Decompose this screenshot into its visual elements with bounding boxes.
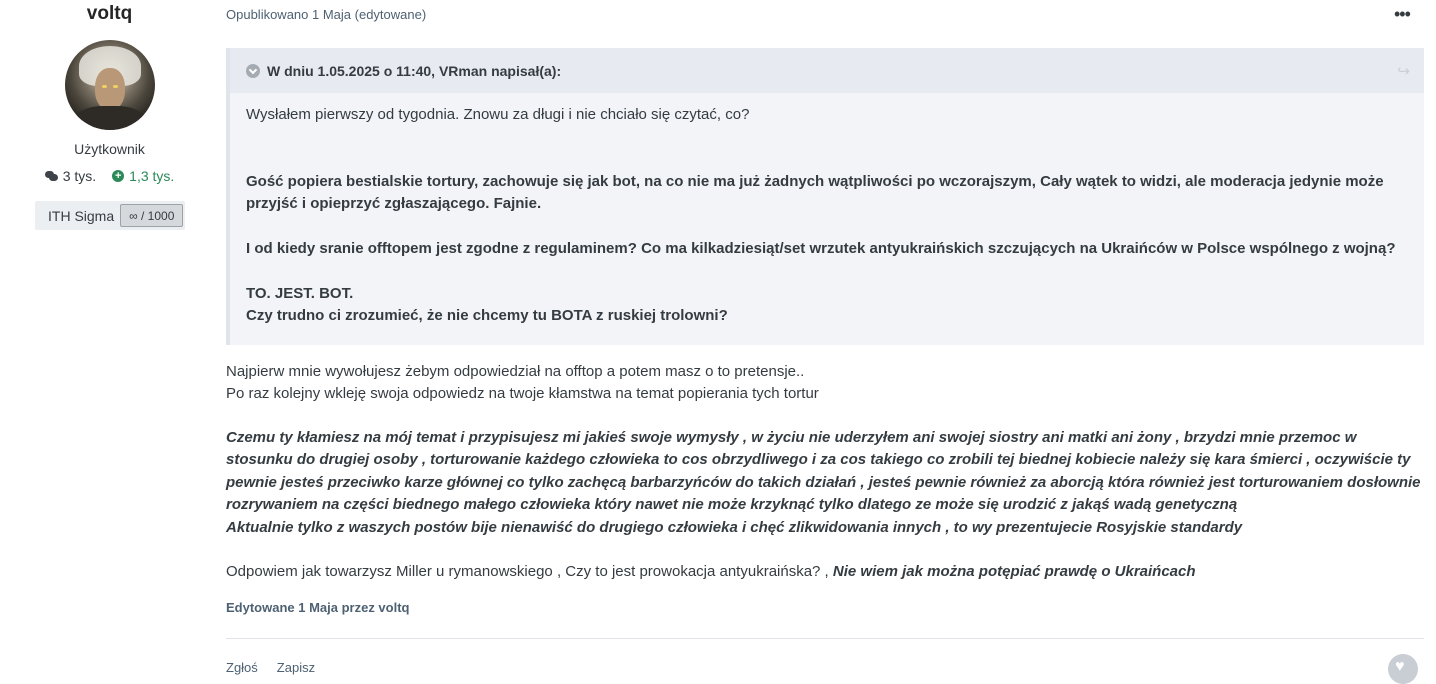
badge-label: ITH Sigma <box>48 207 115 224</box>
author-name[interactable]: voltq <box>86 3 133 24</box>
reaction-heart-icon[interactable] <box>1388 654 1418 684</box>
quote-header <box>230 48 1424 93</box>
more-options-icon[interactable]: ••• <box>1394 4 1410 24</box>
quote-paragraph: TO. JEST. BOT. <box>246 285 354 302</box>
quote-paragraph-group <box>246 283 1416 328</box>
divider <box>226 638 1424 639</box>
post-body-line: Odpowiem jak towarzysz Miller u rymanowskiego , Czy to jest prowokacja antyukraińska? , <box>226 563 833 580</box>
share-icon[interactable]: ↪ <box>1397 63 1410 80</box>
rank-badge <box>35 201 185 230</box>
quote-citation: W dniu 1.05.2025 o 11:40, VRman napisał(a): <box>267 62 562 79</box>
quote-block <box>226 48 1424 345</box>
quote-paragraph: Czy trudno ci zrozumieć, że nie chcemy tu BOTA z ruskiej trolowni? <box>246 307 728 325</box>
post-body-line: Czemu ty kłamiesz na mój temat i przypisujesz mi jakieś swoje wymysły , w życiu nie uderzyłem ani swojej siostry ani matki ani żony , brzydzi mnie przemoc w stosunku do drugiej osoby , torturowanie każdego człowieka to cos obrzydliwego i za cos takiego co zrobili tej biednej kobiecie należy się kara śmierci , oczywiście ty pewnie jesteś przeciwko karze głównej co tylko zachęcą barbarzyńców do takich działań , jesteś pewnie również za aborcją która również jest torturowaniem dosłownie rozrywaniem na części biednego małego człowieka który nawet nie może krzyknąć tylko dlatego ze może się urodzić z jakąś wadą genetyczną <box>226 429 1421 514</box>
post-body-line: Po raz kolejny wkleję swoja odpowiedz na twoje kłamstwa na temat popierania tych tortur <box>226 385 819 403</box>
author-stats <box>34 168 185 184</box>
plus-circle-icon: + <box>112 170 124 182</box>
post-body-line: Najpierw mnie wywołujesz żebym odpowiedział na offtop a potem masz o to pretensje.. <box>226 363 805 380</box>
avatar[interactable] <box>65 40 155 130</box>
post-count <box>45 168 96 184</box>
post-body-emphasis: Nie wiem jak można potępiać prawdę o Ukraińcach <box>832 563 1196 580</box>
author-role: Użytkownik <box>74 141 145 157</box>
post-body-italic <box>226 427 1426 539</box>
badge-value: ∞ / 1000 <box>120 204 183 227</box>
post-count-value: 3 tys. <box>62 168 97 184</box>
post-published-date[interactable]: Opublikowano 1 Maja (edytowane) <box>226 7 427 22</box>
collapse-toggle-icon[interactable] <box>246 64 260 78</box>
save-link[interactable]: Zapisz <box>276 660 316 675</box>
reputation[interactable] <box>112 168 174 184</box>
report-link[interactable]: Zgłoś <box>226 660 258 675</box>
comments-icon <box>45 170 58 182</box>
quote-paragraph: Wysłałem pierwszy od tygodnia. Znowu za długi i nie chciało się czytać, co? <box>246 106 750 123</box>
post-body-line: Aktualnie tylko z waszych postów bije nienawiść do drugiego człowieka i chęć zlikwidowania innych , to wy prezentujecie Rosyjskie standardy <box>226 518 1243 536</box>
quote-paragraph: I od kiedy sranie offtopem jest zgodne z regulaminem? Co ma kilkadziesiąt/set wrzutek antyukraińskich szczujących na Ukraińców w Polsce wspólnego z wojną? <box>246 240 1396 257</box>
post-actions <box>226 660 315 675</box>
post-body-closing <box>226 561 1426 583</box>
quote-paragraph: Gość popiera bestialskie tortury, zachowuje się jak bot, na co nie ma już żadnych wątpliwości po wczorajszym, Cały wątek to widzi, ale moderacja jedynie może przyjść i opieprzyć zgłaszającego. Fajnie. <box>246 173 1384 213</box>
post-body-intro <box>226 361 1426 406</box>
edited-note: Edytowane 1 Maja przez voltq <box>226 600 410 615</box>
reputation-value: 1,3 tys. <box>129 168 175 184</box>
